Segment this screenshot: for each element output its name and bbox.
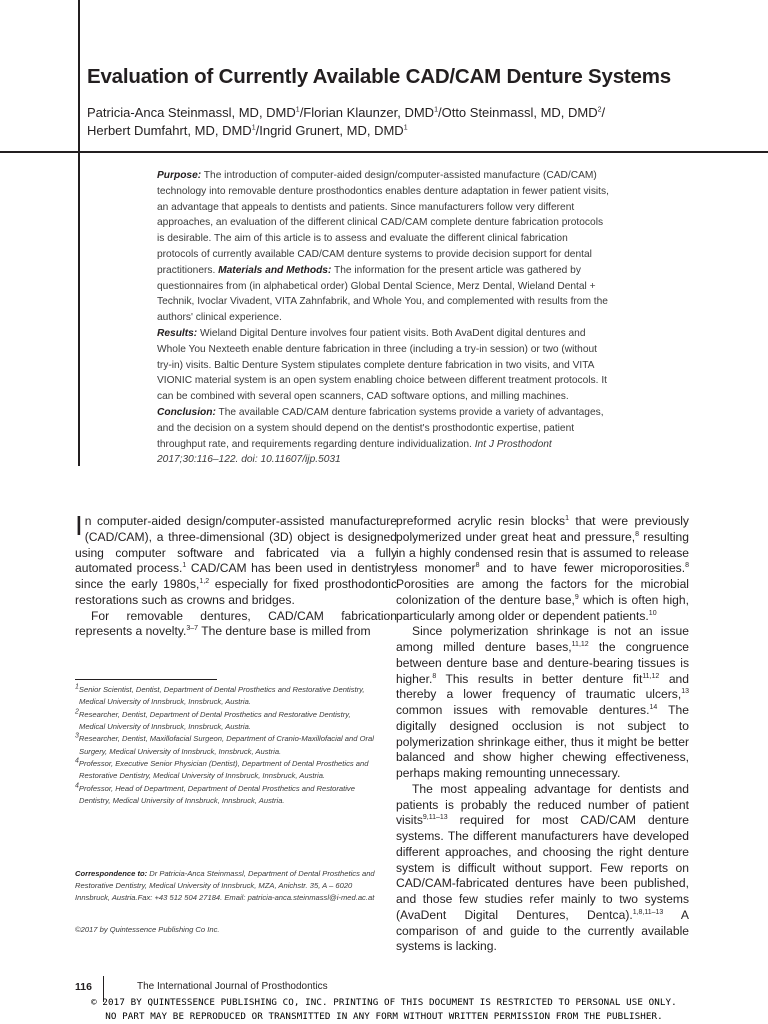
correspondence-text: Dr Patricia-Anca Steinmassl, Department of Dental Prosthetics and Restorative Dentistry, Medical University of Innsbruck, MZA, Anichstr. 35, A – 6020 Innsbruck, Austria.Fax: +43 512 504 27184. Email: patricia-anca.steinmassl@i-med.ac.at [75,868,375,903]
author-name: /Ingrid Grunert, MD, DMD [255,123,404,138]
footnote-number: 2 [75,708,79,716]
reference-mark: 1,2 [199,577,210,585]
reference-mark: 9,11–13 [422,814,448,822]
footnote [75,783,375,808]
header-vertical-rule [78,0,80,152]
body-text: The most appealing advantage for dentists and patients is probably the reduced number of patient visits [396,781,689,828]
correspondence-label: Correspondence to: [75,868,148,878]
correspondence [75,868,375,905]
conclusion-text: The available CAD/CAM denture fabrication systems provide a variety of advantages, and the decision on a system should depend on the dentist's prosthodontic expertise, patient throughput rate, and requirements regarding denture individualization. [157,406,604,450]
reference-mark: 10 [648,609,657,617]
copyright-notice [0,996,768,1023]
footnote-number: 4 [75,782,79,790]
footnote-text: Professor, Head of Department, Department of Dental Prosthetics and Restorative Dentistry, Medical University of Innsbruck, Innsbruck, Austria. [78,783,355,806]
body-text: which is often high, particularly among older or dependent patients. [396,592,689,623]
body-text: A comparison of and guide to the currently available systems is lacking. [396,907,689,954]
results-text: Wieland Digital Denture involves four patient visits. Both AvaDent digital dentures and Whole You Nexteeth enable denture fabrication in three (including a try-in session) or two (without try-in) visits. Baltic Denture System stipulates complete denture fabrication in two visits, and VITA VIONIC material system is an open system enabling choice between different treatment protocols. It can be combined with several open scanners, CAD software options, and milling machines. [157,327,607,403]
header-horizontal-rule [0,151,768,153]
author-name: Patricia-Anca Steinmassl, MD, DMD [87,105,296,120]
reference-mark: 3–7 [186,625,199,633]
author-separator: / [601,105,606,120]
body-text: that were previously polymerized under great heat and pressure, [396,514,689,544]
notice-line: © 2017 BY QUINTESSENCE PUBLISHING CO, INC. PRINTING OF THIS DOCUMENT IS RESTRICTED TO PERSONAL USE ONLY. [91,997,677,1008]
abstract-vertical-rule [78,152,80,466]
body-text: CAD/CAM has been used in dentistry since the early 1980s, [75,561,397,591]
reference-mark: 9 [574,593,579,601]
body-text: resulting in a highly condensed resin that is assumed to release less monomer [396,529,690,576]
purpose-text: The introduction of computer-aided design/computer-assisted manufacture (CAD/CAM) technology into removable denture prosthodontics enables denture adaptation in fewer patient visits, an advantage that appeals to dentists and patients. Since manufacturers follow very different approaches, an evaluation of the different clinical CAD/CAM complete denture fabrication protocols is desirable. The aim of this article is to assess and evaluate the different clinical fabrication protocols of currently available CAD/CAM denture systems to provide decision support for dental practitioners. [157,170,609,276]
author-affiliation: 1 [295,106,300,114]
drop-cap: I [75,510,83,541]
body-text: Since polymerization shrinkage is not an issue among milled denture bases, [396,624,689,654]
footnote-text: Researcher, Dentist, Department of Dental Prosthetics and Restorative Dentistry, Medical University of Innsbruck, Innsbruck, Austria. [78,709,351,732]
author-affiliation: 1 [434,106,438,114]
body-text: and thereby a lower frequency of traumatic ulcers, [396,671,690,702]
journal-name: The International Journal of Prosthodontics [137,981,328,992]
body-paragraph [75,609,397,641]
body-text: For removable dentures, CAD/CAM fabrication represents a novelty. [75,608,397,639]
footnote [75,758,375,783]
purpose-label: Purpose: [157,170,202,181]
body-text: This results in better denture fit [436,671,643,686]
results-label: Results: [157,327,198,339]
author-affiliation: 1 [251,124,256,132]
notice-line: NO PART MAY BE REPRODUCED OR TRANSMITTED IN ANY FORM WITHOUT WRITTEN PERMISSION FROM THE PUBLISHER. [105,1010,663,1022]
reference-mark: 8 [685,562,689,570]
methods-label: Materials and Methods: [215,264,332,276]
body-text: required for most CAD/CAM denture systems. The different manufacturers have developed different approaches, and choosing the right denture system is difficult without support. Few reports on CAD/CAM-fabricated dentures have been published, and those few studies refer mainly to two systems (AvaDent Digital Dentures, Dentca). [396,813,689,922]
reference-mark: 8 [432,672,437,680]
author-list [87,104,727,140]
footnote-rule [75,679,217,680]
body-text: the congruence between denture base and denture-bearing tissues is higher. [396,640,689,686]
body-paragraph [396,514,689,624]
body-text: Porosities are among the factors for the microbial colonization of the denture base, [396,577,689,607]
conclusion-label: Conclusion: [157,406,216,418]
author-name: /Florian Klaunzer, DMD [299,105,435,120]
body-paragraph [75,510,397,609]
footnote-number: 3 [75,732,79,740]
body-text: n computer-aided design/computer-assisted manufacture (CAD/CAM), a three-dimensional (3D) object is designed using computer software and fabricated via a fully automated process. [75,514,397,576]
footnote [75,733,375,758]
author-affiliation: 1 [403,124,408,132]
body-text: and to have fewer microporosities. [479,561,686,576]
body-text: The digitally designed occlusion is not subject to polymerization shrinkage either, thus it might be better balanced and show higher chewing effectiveness, perhaps making remounting unnecessary. [396,703,689,780]
body-paragraph [396,624,689,782]
article-title: Evaluation of Currently Available CAD/CAM Denture Systems [87,65,671,88]
reference-mark: 13 [681,688,689,696]
body-text: The denture base is milled from [198,624,371,639]
reference-mark: 14 [649,703,658,711]
footnote [75,684,375,709]
reference-mark: 8 [475,562,480,570]
body-column-left [75,510,397,640]
author-name: Herbert Dumfahrt, MD, DMD [87,123,252,138]
body-text: preformed acrylic resin blocks [396,514,566,528]
affiliation-footnotes [75,684,375,807]
body-column-right [396,514,689,955]
footnote [75,709,375,734]
body-text: common issues with removable dentures. [396,703,650,717]
footnote-number: 1 [75,683,79,691]
reference-mark: 11,12 [571,640,589,648]
footnote-number: 4 [75,757,79,765]
author-affiliation: 2 [597,106,602,114]
methods-text: The information for the present article was gathered by questionnaires from (in alphabetical order) Global Dental Science, Merz Dental, Wieland Dental + Technik, Ivoclar Vivadent, VITA Zahnfabrik, and Whole You, and complemented with results from the authors' clinical experience. [157,264,608,324]
author-name: /Otto Steinmassl, MD, DMD [437,105,598,120]
reference-mark: 1 [182,562,187,570]
page-number: 116 [75,981,92,993]
footnote-text: Senior Scientist, Dentist, Department of Dental Prosthetics and Restorative Dentistry, Medical University of Innsbruck, Innsbruck, Austria. [78,685,365,707]
body-text: especially for fixed prosthodontic restorations such as crowns and bridges. [75,577,397,607]
copyright-note: ©2017 by Quintessence Publishing Co Inc. [75,925,220,934]
body-paragraph [396,782,689,955]
reference-mark: 11,12 [642,672,660,680]
reference-mark: 1 [565,514,569,522]
reference-mark: 1,8,11–13 [632,908,664,916]
footnote-text: Researcher, Dentist, Maxillofacial Surgeon, Department of Cranio-Maxillofacial and Oral Surgery, Medical University of Innsbruck, Innsbruck, Austria. [78,734,374,756]
footnote-text: Professor, Executive Senior Physician (Dentist), Department of Dental Prosthetics and Restorative Dentistry, Medical University of Innsbruck, Innsbruck, Austria. [78,759,369,781]
abstract [157,168,609,468]
reference-mark: 8 [635,530,640,538]
citation: Int J Prosthodont 2017;30:116–122. doi: 10.11607/ijp.5031 [157,438,552,466]
